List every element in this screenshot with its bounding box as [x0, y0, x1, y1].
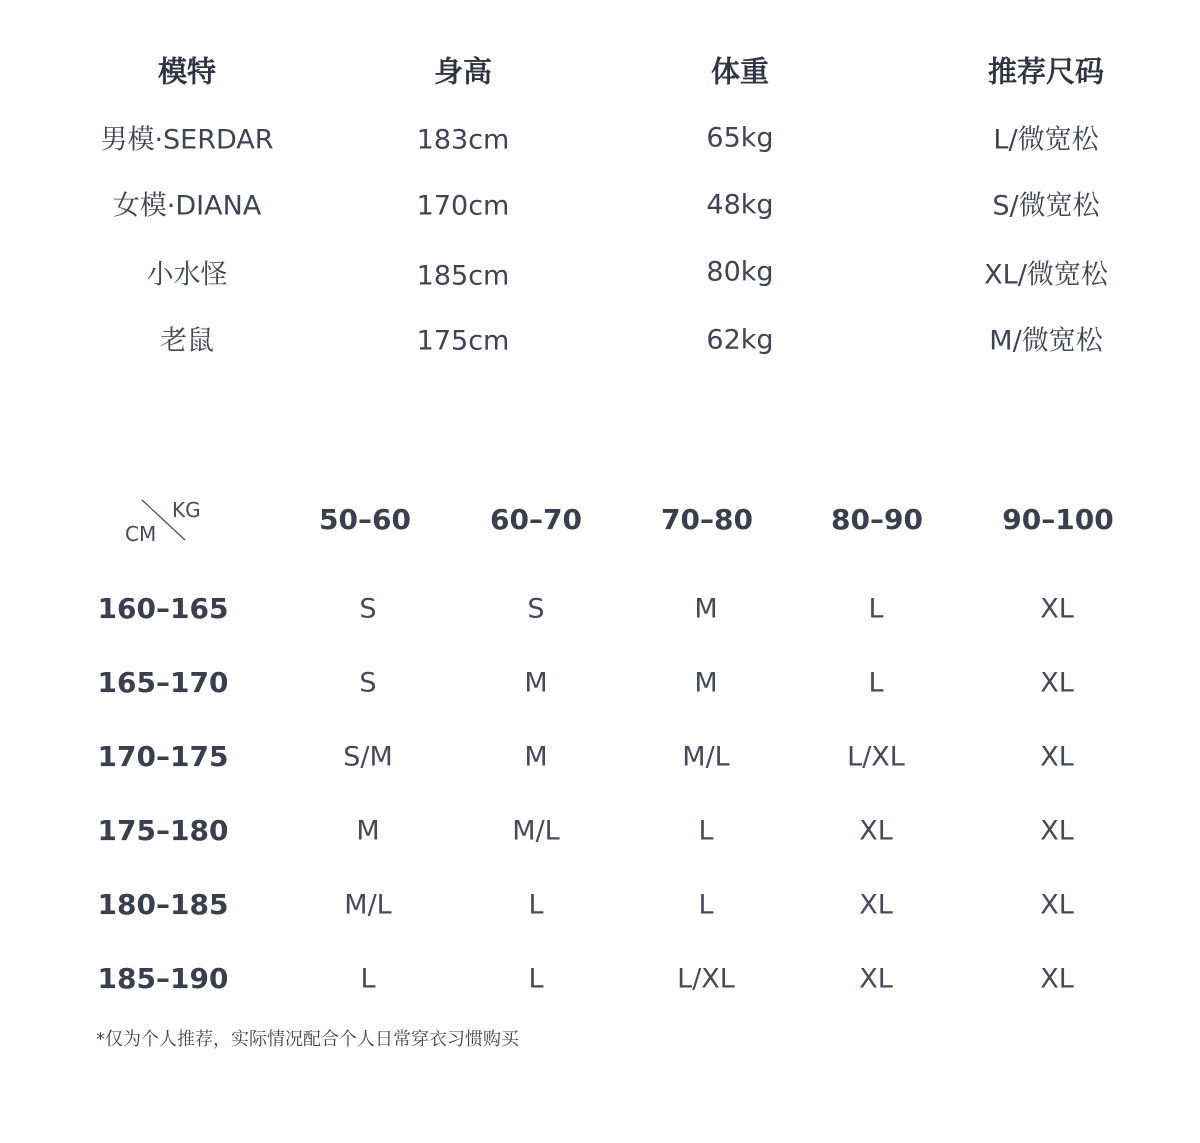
model-height: 185cm: [416, 260, 510, 292]
size-cell: XL: [859, 815, 893, 847]
size-cell: L: [868, 593, 884, 625]
model-table-header-weight: 体重: [710, 54, 770, 89]
size-cell: L: [528, 889, 544, 921]
size-cell: L: [528, 963, 544, 995]
size-cell: M/L: [512, 815, 560, 847]
height-range-label: 185–190: [97, 962, 229, 995]
model-table-header-model: 模特: [157, 54, 217, 89]
model-recommended-size: L/微宽松: [993, 124, 1099, 156]
size-cell: M/L: [344, 889, 392, 921]
model-recommended-size: XL/微宽松: [984, 259, 1108, 291]
size-cell: XL: [1040, 741, 1074, 773]
height-range-label: 180–185: [97, 888, 229, 921]
model-height: 175cm: [416, 325, 510, 357]
size-cell: L: [698, 889, 714, 921]
model-weight: 80kg: [706, 256, 774, 288]
size-cell: XL: [1040, 815, 1074, 847]
size-cell: S: [359, 667, 377, 699]
height-range-label: 170–175: [97, 740, 229, 773]
recommendation-disclaimer: *仅为个人推荐，实际情况配合个人日常穿衣习惯购买: [96, 1029, 519, 1050]
model-name: 女模·DIANA: [112, 190, 262, 222]
model-weight: 65kg: [706, 122, 774, 154]
size-cell: S: [527, 593, 545, 625]
size-cell: L: [360, 963, 376, 995]
size-cell: XL: [1040, 889, 1074, 921]
size-cell: XL: [859, 889, 893, 921]
size-cell: L/XL: [847, 741, 905, 773]
size-cell: XL: [1040, 593, 1074, 625]
size-cell: XL: [1040, 963, 1074, 995]
model-height: 183cm: [416, 124, 510, 156]
model-recommended-size: M/微宽松: [989, 325, 1103, 357]
weight-range-header: 50–60: [319, 503, 411, 536]
model-weight: 62kg: [706, 324, 774, 356]
weight-range-header: 60–70: [490, 503, 582, 536]
size-cell: M: [356, 815, 380, 847]
size-cell: M/L: [682, 741, 730, 773]
size-cell: XL: [1040, 667, 1074, 699]
size-cell: M: [694, 593, 718, 625]
size-chart-corner-header: [122, 496, 212, 548]
model-name: 小水怪: [146, 259, 228, 291]
size-cell: S/M: [343, 741, 393, 773]
model-name: 老鼠: [160, 325, 214, 357]
model-table-header-recommended-size: 推荐尺码: [987, 54, 1105, 89]
size-cell: S: [359, 593, 377, 625]
size-cell: XL: [859, 963, 893, 995]
size-cell: L: [868, 667, 884, 699]
weight-range-header: 80–90: [831, 503, 923, 536]
model-height: 170cm: [416, 190, 510, 222]
height-unit-label: CM: [125, 522, 157, 546]
height-range-label: 160–165: [97, 592, 229, 625]
model-name: 男模·SERDAR: [100, 124, 274, 156]
model-table-header-height: 身高: [433, 54, 493, 89]
size-cell: M: [694, 667, 718, 699]
size-cell: M: [524, 667, 548, 699]
weight-range-header: 70–80: [661, 503, 753, 536]
size-cell: L/XL: [677, 963, 735, 995]
model-weight: 48kg: [706, 189, 774, 221]
weight-unit-label: KG: [172, 498, 201, 522]
size-cell: M: [524, 741, 548, 773]
weight-range-header: 90–100: [1002, 503, 1114, 536]
height-range-label: 175–180: [97, 814, 229, 847]
height-range-label: 165–170: [97, 666, 229, 699]
model-recommended-size: S/微宽松: [992, 190, 1100, 222]
size-cell: L: [698, 815, 714, 847]
